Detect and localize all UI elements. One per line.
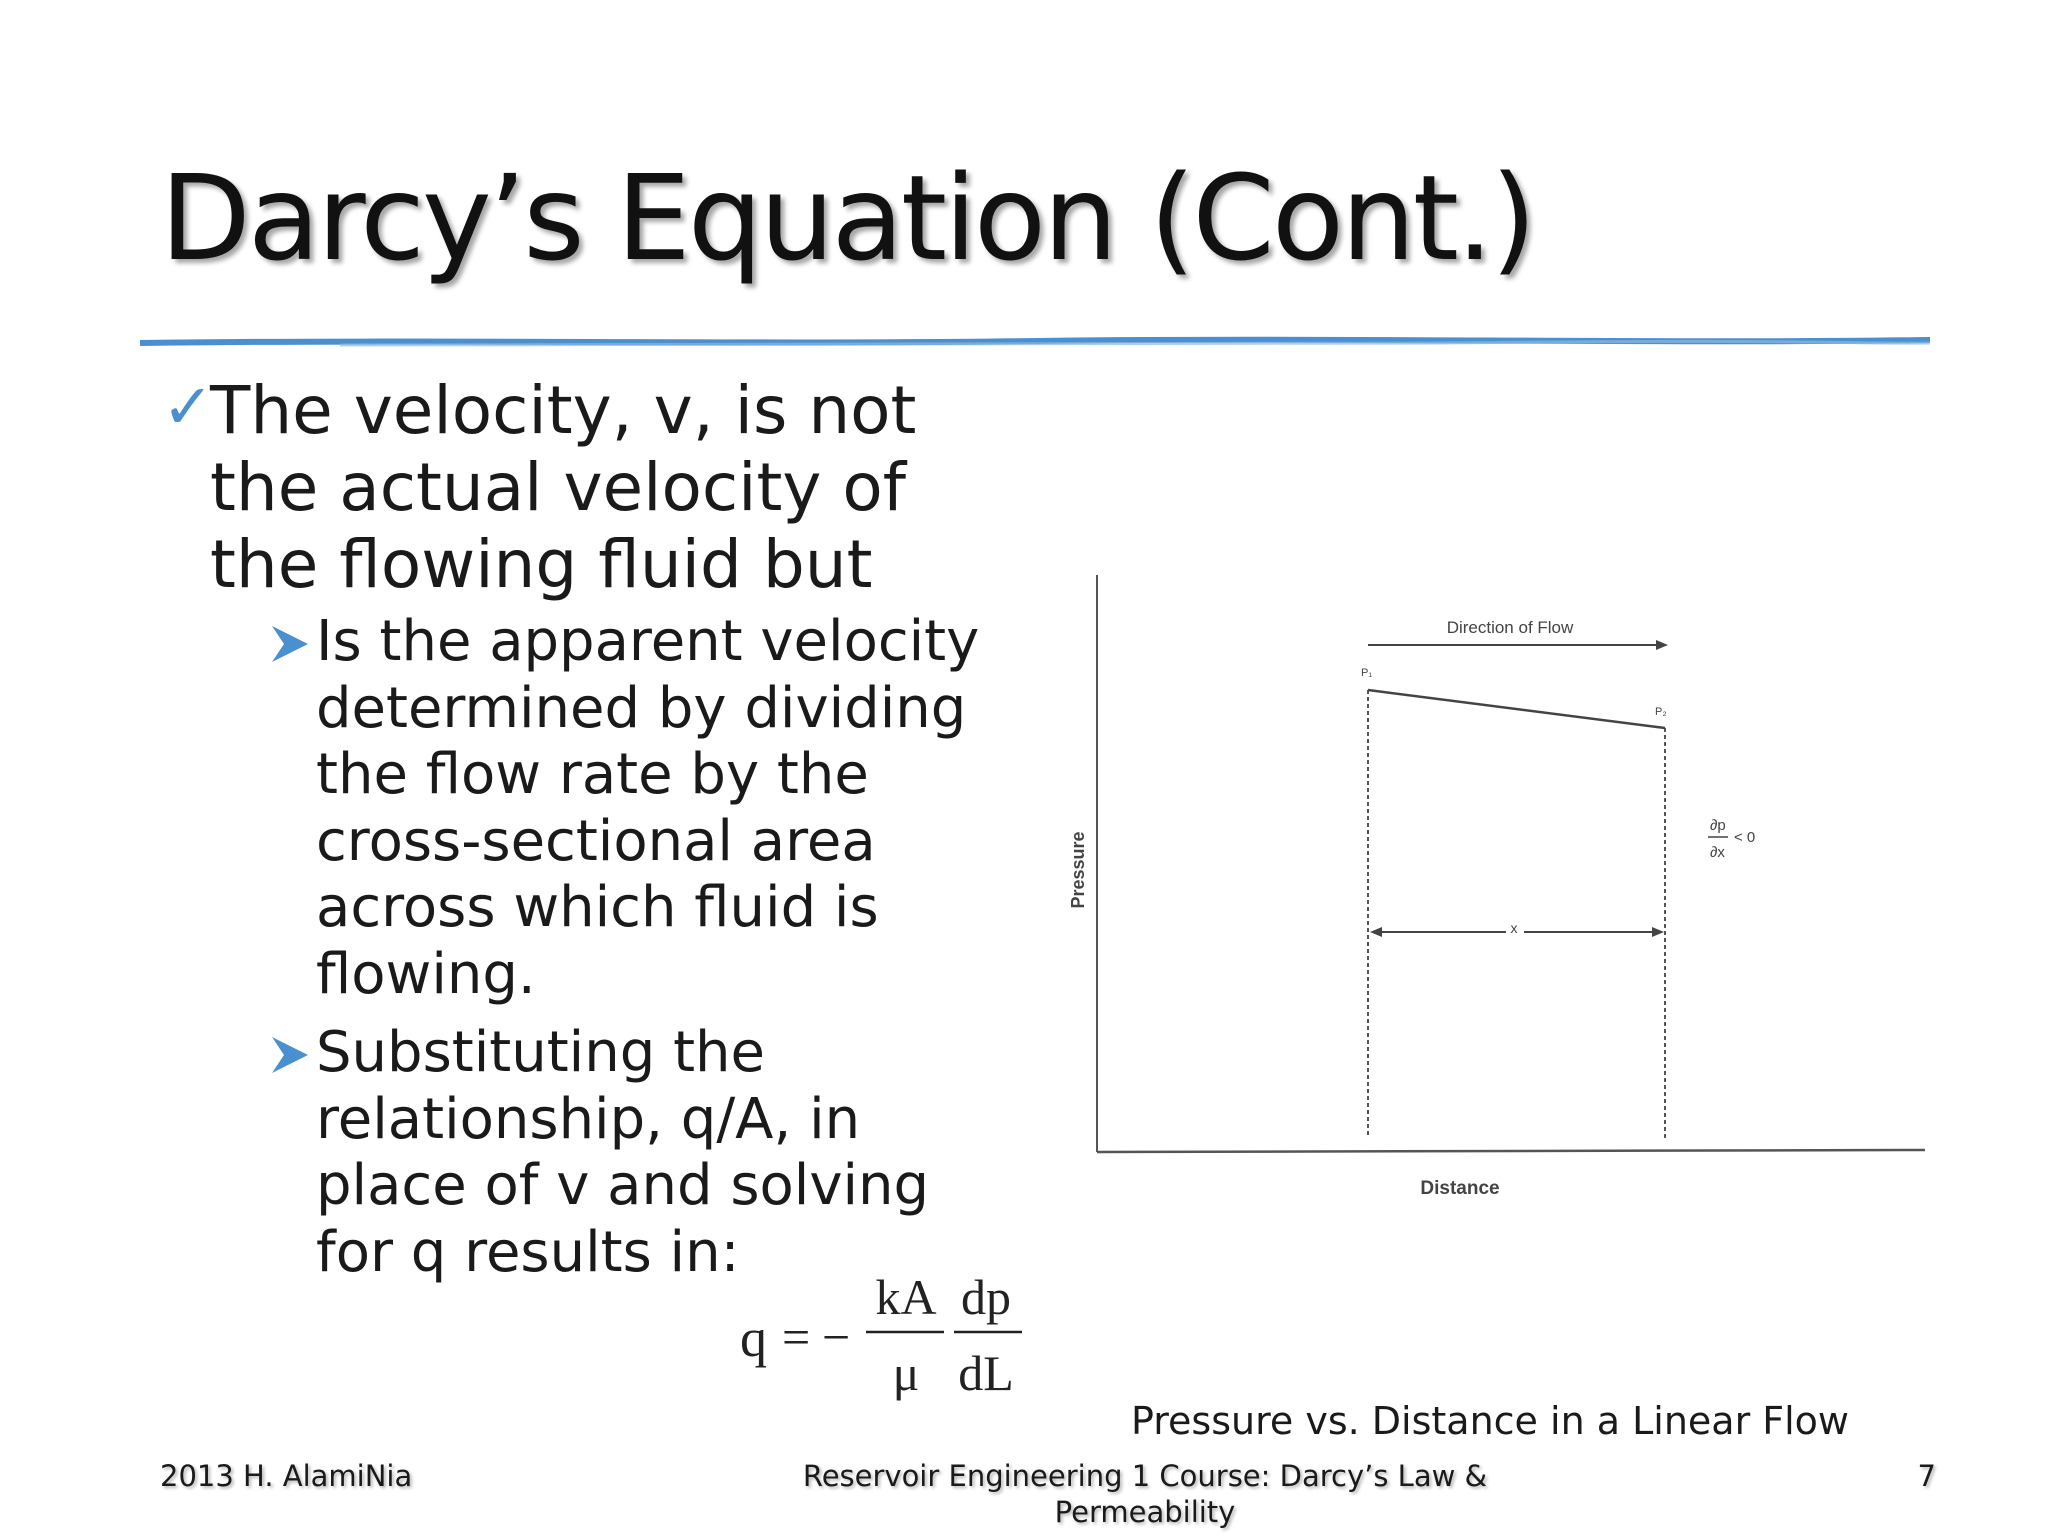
x-axis-label: Distance [1420,1178,1500,1199]
main-bullet-line: the flowing fluid but [210,526,873,603]
title-divider [140,335,1930,349]
formula-dl: dL [958,1345,1014,1401]
direction-of-flow-label: Direction of Flow [1446,618,1574,637]
diagram-caption: Pressure vs. Distance in a Linear Flow [1130,1399,1850,1443]
sub-bullet-line: determined by dividing [316,675,967,741]
darcy-flow-formula [730,1270,1030,1410]
sub-bullet-line: Is the apparent velocity [316,609,980,674]
sub-bullet-line: flowing. [316,941,536,1007]
formula-ka: kA [875,1270,937,1325]
formula-mu: μ [892,1345,920,1401]
x-axis [1097,1150,1925,1152]
p1-label: P₁ [1361,667,1373,679]
sub-bullet-line: relationship, q/A, in [316,1086,861,1152]
arrow-bullet-icon [268,622,312,666]
sub-bullet-line: across which fluid is [316,875,879,940]
sub-bullet-line: the flow rate by the [316,742,869,807]
main-bullet-line: the actual velocity of [210,449,907,526]
slide-body [160,372,1020,1286]
y-axis-label: Pressure [1068,831,1088,909]
main-bullet-line: The velocity, v, is not [210,372,917,449]
x-arrowhead-right-icon [1652,927,1664,937]
x-arrowhead-left-icon [1370,927,1382,937]
formula-q: q [740,1308,767,1368]
flow-arrowhead-icon [1656,640,1668,650]
formula-dp: dp [961,1270,1011,1325]
formula-minus: − [822,1309,851,1365]
checkmark-icon: ✓ [162,370,214,443]
sub-bullet-line: cross-sectional area [316,808,876,874]
gradient-relation: < 0 [1734,829,1756,846]
x-dimension-label: x [1510,920,1518,936]
sub-bullet-line: place of v and solving [316,1153,930,1218]
pressure-distance-diagram [1050,560,1930,1200]
sub-bullet-line: Substituting the [316,1020,765,1085]
sub-bullet-line: for q results in: [316,1219,740,1285]
gradient-denominator: ∂x [1710,844,1725,861]
main-bullet [160,372,1020,603]
formula-equals: = [782,1309,811,1365]
sub-bullet-apparent-velocity [160,609,1020,1008]
sub-bullet-substituting [160,1020,1020,1286]
pressure-line [1368,690,1665,728]
arrow-bullet-icon [268,1033,312,1077]
slide-title: Darcy’s Equation (Cont.) [160,149,1534,287]
footer-author: 2013 H. AlamiNia [160,1459,413,1493]
p2-label: P₂ [1655,706,1667,718]
page-number: 7 [1917,1459,1936,1493]
footer-course-title: Reservoir Engineering 1 Course: Darcy’s Law & Permeability [802,1459,1488,1529]
gradient-numerator: ∂p [1710,817,1726,834]
